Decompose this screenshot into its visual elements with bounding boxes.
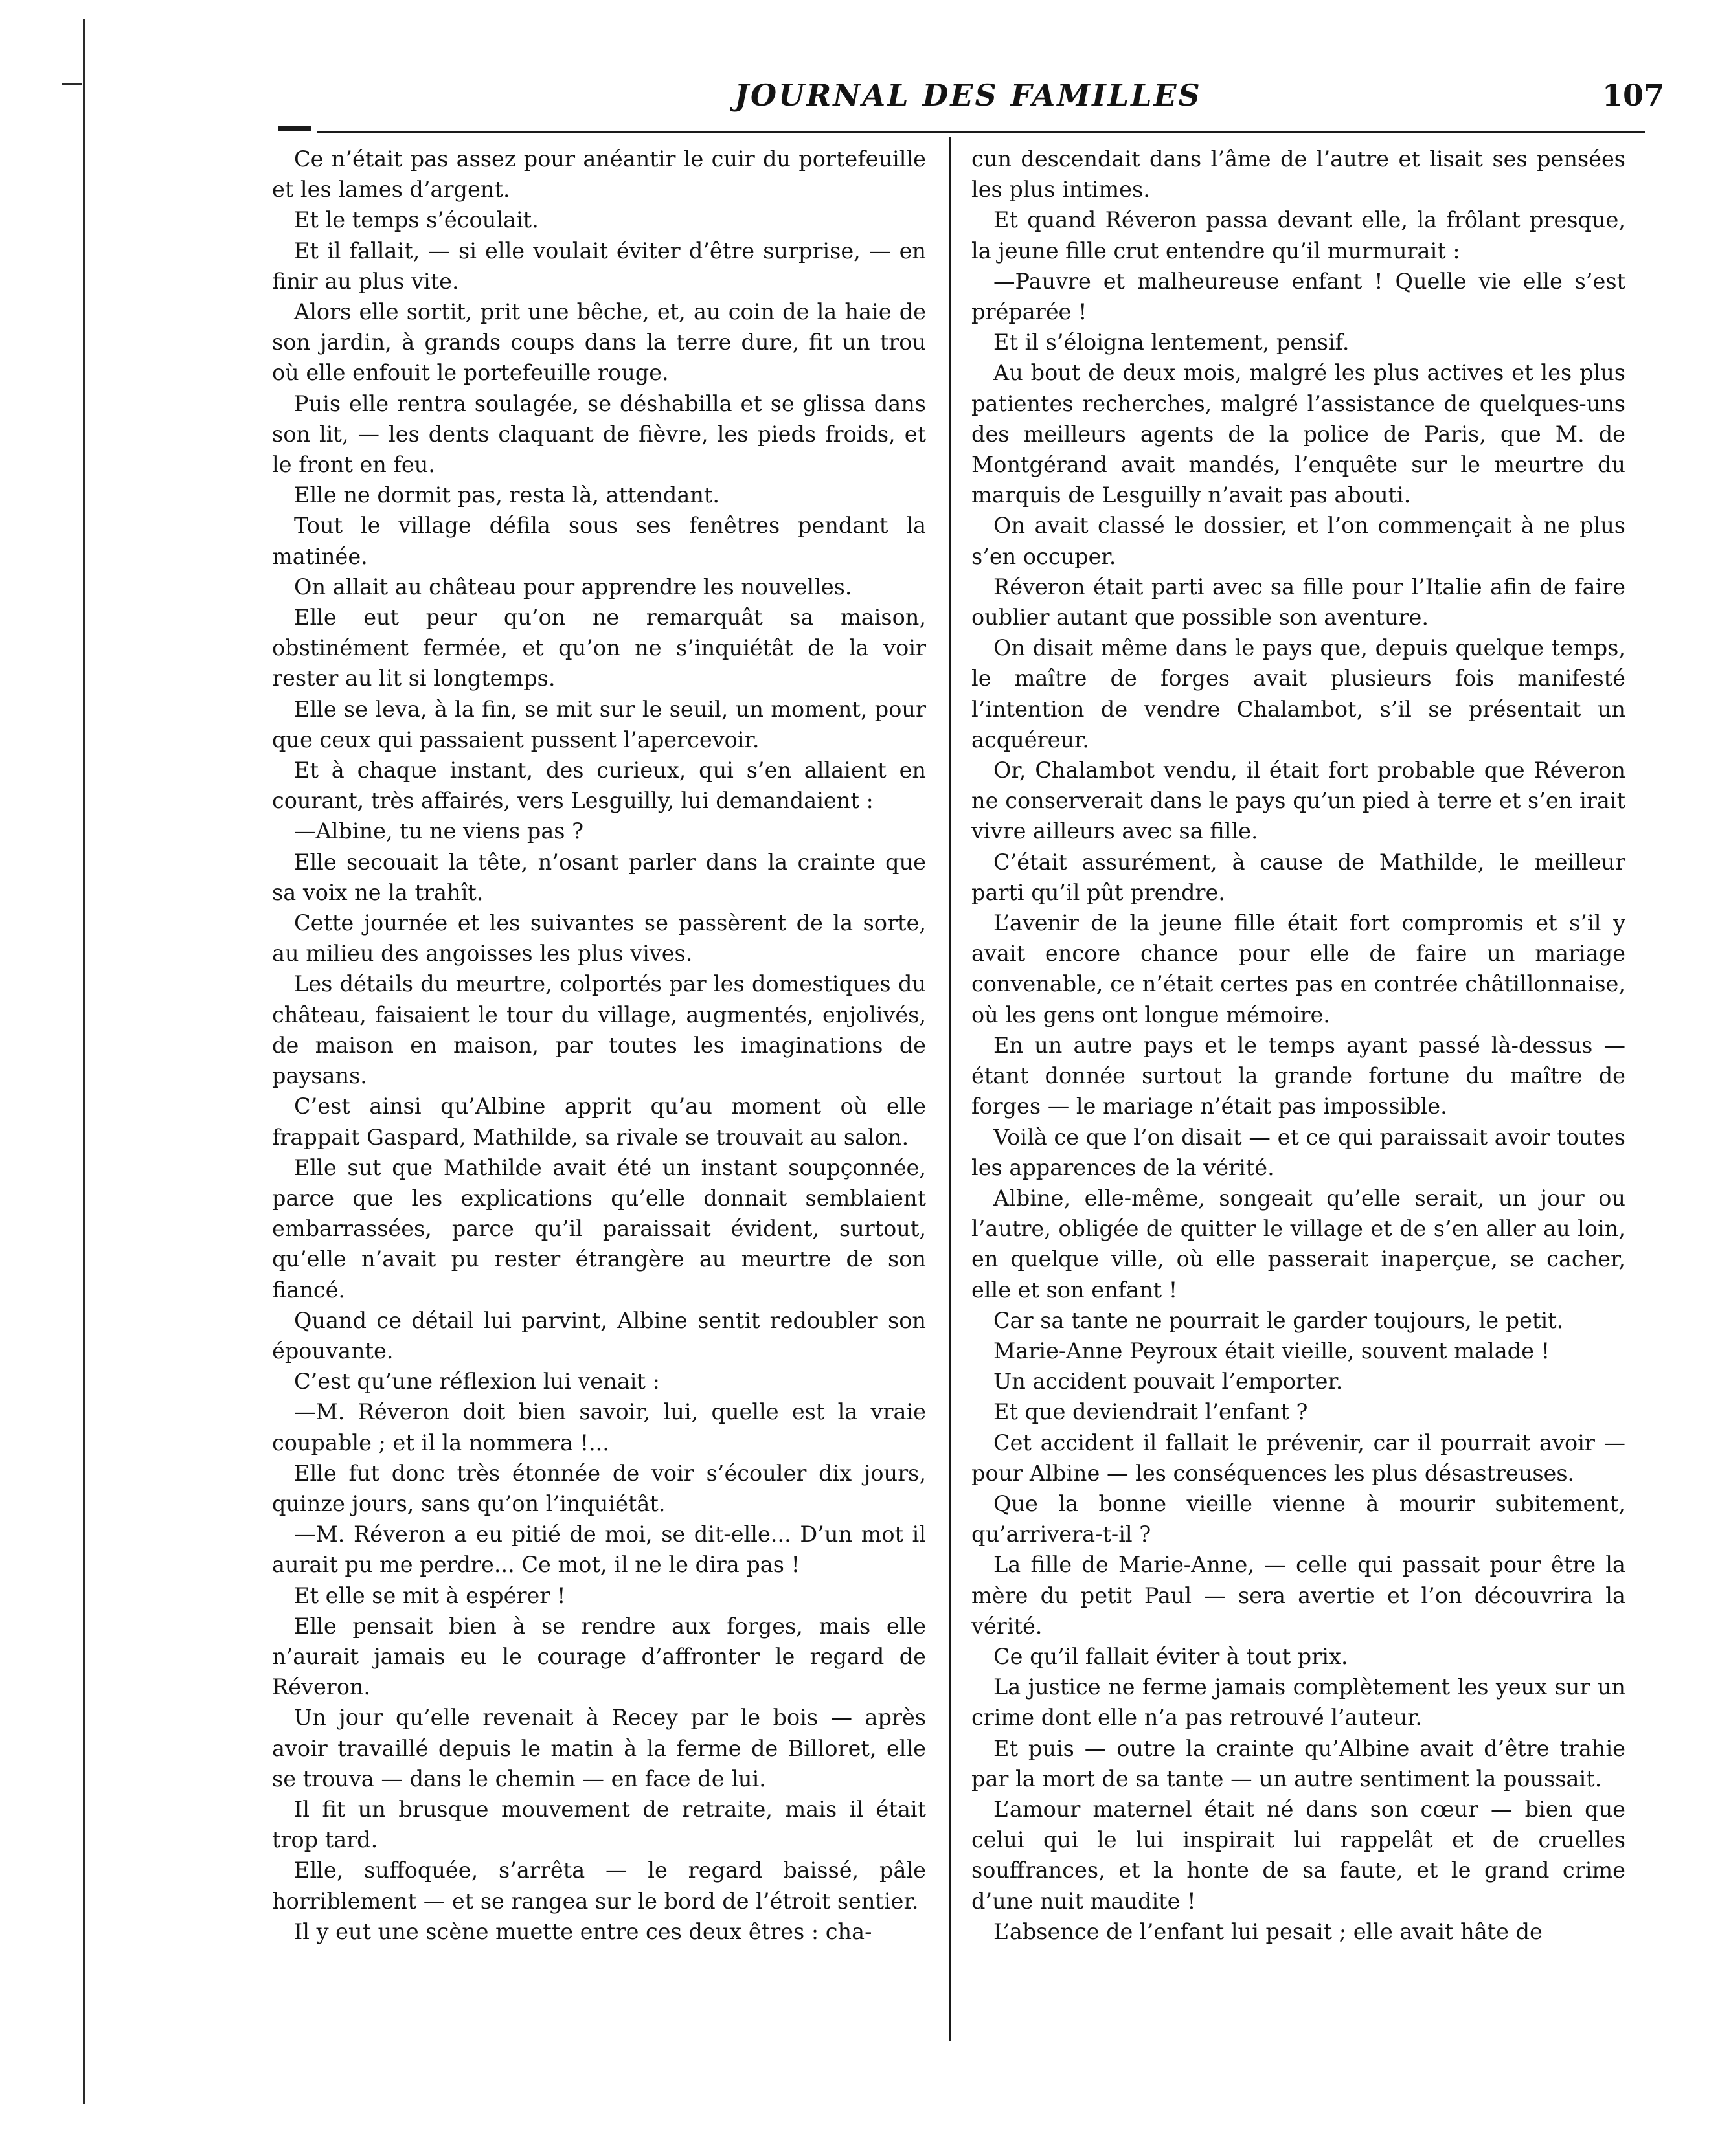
paragraph: On allait au château pour apprendre les nouvelles. (294, 574, 852, 600)
paragraph: —Pauvre et malheureuse enfant ! Quelle vie elle s’est préparée ! (971, 268, 1625, 325)
paragraph: Elle secouait la tête, n’osant parler dans la crainte que sa voix ne la trahît. (272, 849, 926, 905)
paragraph: Ce n’était pas assez pour anéantir le cuir du portefeuille et les lames d’argent. (272, 146, 926, 203)
header-ornament (278, 126, 311, 131)
paragraph: Elle se leva, à la fin, se mit sur le seuil, un moment, pour que ceux qui passaient pussent l’apercevoir. (272, 696, 926, 752)
paragraph: Voilà ce que l’on disait — et ce qui paraissait avoir toutes les apparences de la vérité. (971, 1124, 1625, 1180)
paragraph: —M. Réveron a eu pitié de moi, se dit-elle... D’un mot il aurait pu me perdre... Ce mot, il ne le dira pas ! (272, 1522, 926, 1578)
paragraph: L’avenir de la jeune fille était fort compromis et s’il y avait encore chance pour elle de faire un mariage convenable, ce n’était certes pas en contrée châtillonnaise, où les gens ont longue mémoire. (971, 910, 1625, 1027)
paragraph: Il fit un brusque mouvement de retraite, mais il était trop tard. (272, 1796, 926, 1853)
paragraph: Quand ce détail lui parvint, Albine sentit redoubler son épouvante. (272, 1307, 926, 1364)
paragraph: Et que deviendrait l’enfant ? (993, 1399, 1308, 1425)
paragraph: Elle eut peur qu’on ne remarquât sa maison, obstinément fermée, et qu’on ne s’inquiétât de la voir rester au lit si longtemps. (272, 605, 926, 691)
paragraph: Cette journée et les suivantes se passèrent de la sorte, au milieu des angoisses les plus vives. (272, 910, 926, 967)
journal-title: JOURNAL DES FAMILLES (734, 78, 1202, 113)
paragraph: Elle sut que Mathilde avait été un instant soupçonnée, parce que les explications qu’elle donnait semblaient embarrassées, parce qu’il paraissait évident, surtout, qu’elle n’avait pu rester étrangère au meurtre de son fiancé. (272, 1154, 926, 1303)
paragraph: Car sa tante ne pourrait le garder toujours, le petit. (993, 1307, 1564, 1333)
paragraph: Elle fut donc très étonnée de voir s’écouler dix jours, quinze jours, sans qu’on l’inquiétât. (272, 1460, 926, 1516)
paragraph: En un autre pays et le temps ayant passé là-dessus — étant donnée surtout la grande fortune du maître de forges — le mariage n’était pas impossible. (971, 1032, 1625, 1119)
paragraph: Réveron était parti avec sa fille pour l’Italie afin de faire oublier autant que possible son aventure. (971, 574, 1625, 631)
paragraph: Alors elle sortit, prit une bêche, et, au coin de la haie de son jardin, à grands coups dans la terre dure, fit un trou où elle enfouit le portefeuille rouge. (272, 299, 926, 386)
margin-mark (62, 83, 82, 85)
paragraph: L’amour maternel était né dans son cœur — bien que celui qui le lui inspirait lui rappelât et de cruelles souffrances, et la honte de sa faute, et le grand crime d’une nuit maudite ! (971, 1796, 1625, 1914)
paragraph: La fille de Marie-Anne, — celle qui passait pour être la mère du petit Paul — sera avertie et l’on découvrira la vérité. (971, 1552, 1625, 1639)
paragraph: Marie-Anne Peyroux était vieille, souvent malade ! (993, 1338, 1550, 1364)
paragraph: Albine, elle-même, songeait qu’elle serait, un jour ou l’autre, obligée de quitter le village et de s’en aller au loin, en quelque ville, où elle passerait inaperçue, se cacher, elle et son enfant ! (971, 1185, 1625, 1303)
paragraph: Ce qu’il fallait éviter à tout prix. (993, 1643, 1348, 1669)
paragraph: Et il fallait, — si elle voulait éviter d’être surprise, — en finir au plus vite. (272, 238, 926, 294)
paragraph: Elle ne dormit pas, resta là, attendant. (294, 482, 720, 508)
binding-margin-line (83, 19, 85, 2104)
page-header (272, 78, 1664, 129)
paragraph: Et puis — outre la crainte qu’Albine avait d’être trahie par la mort de sa tante — un autre sentiment la poussait. (971, 1735, 1625, 1791)
paragraph: Elle, suffoquée, s’arrêta — le regard baissé, pâle horriblement — et se rangea sur le bord de l’étroit sentier. (272, 1858, 926, 1914)
paragraph: C’est qu’une réflexion lui venait : (294, 1369, 660, 1395)
paragraph: Et le temps s’écoulait. (294, 207, 539, 233)
page-number: 107 (1601, 78, 1664, 113)
paragraph: On avait classé le dossier, et l’on commençait à ne plus s’en occuper. (971, 513, 1625, 569)
paragraph: Il y eut une scène muette entre ces deux êtres : cha- (294, 1918, 872, 1944)
paragraph: Un jour qu’elle revenait à Recey par le bois — après avoir travaillé depuis le matin à la ferme de Billoret, elle se trouva — dans le chemin — en face de lui. (272, 1705, 926, 1791)
paragraph: Que la bonne vieille vienne à mourir subitement, qu’arrivera-t-il ? (971, 1490, 1625, 1547)
paragraph: Les détails du meurtre, colportés par les domestiques du château, faisaient le tour du village, augmentés, enjolivés, de maison en maison, par toutes les imaginations de paysans. (272, 971, 926, 1089)
paragraph: Tout le village défila sous ses fenêtres pendant la matinée. (272, 513, 926, 569)
paragraph: Et à chaque instant, des curieux, qui s’en allaient en courant, très affairés, vers Lesguilly, lui demandaient : (272, 758, 926, 814)
paragraph: Et elle se mit à espérer ! (294, 1582, 566, 1608)
paragraph: L’absence de l’enfant lui pesait ; elle avait hâte de (993, 1918, 1543, 1944)
paragraph: —Albine, tu ne viens pas ? (294, 818, 584, 844)
left-column (272, 144, 926, 1947)
paragraph: Au bout de deux mois, malgré les plus actives et les plus patientes recherches, malgré l’assistance de quelques-uns des meilleurs agents de la police de Paris, que M. de Montgérand avait mandés, l’enquête sur le meurtre du marquis de Lesguilly n’avait pas abouti. (971, 360, 1625, 508)
paragraph: C’était assurément, à cause de Mathilde, le meilleur parti qu’il pût prendre. (971, 849, 1625, 905)
paragraph: Puis elle rentra soulagée, se déshabilla et se glissa dans son lit, — les dents claquant de fièvre, les pieds froids, et le front en feu. (272, 390, 926, 478)
paragraph: cun descendait dans l’âme de l’autre et lisait ses pensées les plus intimes. (971, 146, 1625, 203)
paragraph: —M. Réveron doit bien savoir, lui, quelle est la vraie coupable ; et il la nommera !... (272, 1399, 926, 1455)
paragraph: On disait même dans le pays que, depuis quelque temps, le maître de forges avait plusieurs fois manifesté l’intention de vendre Chalambot, s’il se présentait un acquéreur. (971, 635, 1625, 752)
right-column (971, 144, 1625, 1947)
paragraph: Un accident pouvait l’emporter. (993, 1369, 1343, 1395)
paragraph: La justice ne ferme jamais complètement les yeux sur un crime dont elle n’a pas retrouvé l’auteur. (971, 1674, 1625, 1731)
paragraph: Or, Chalambot vendu, il était fort probable que Réveron ne conserverait dans le pays qu’un pied à terre et s’en irait vivre ailleurs avec sa fille. (971, 758, 1625, 844)
column-divider (949, 137, 951, 2041)
paragraph: Et quand Réveron passa devant elle, la frôlant presque, la jeune fille crut entendre qu’il murmurait : (971, 207, 1625, 264)
paragraph: C’est ainsi qu’Albine apprit qu’au moment où elle frappait Gaspard, Mathilde, sa rivale se trouvait au salon. (272, 1094, 926, 1150)
paragraph: Elle pensait bien à se rendre aux forges, mais elle n’aurait jamais eu le courage d’affronter le regard de Réveron. (272, 1613, 926, 1700)
header-rule (317, 131, 1645, 133)
paragraph: Et il s’éloigna lentement, pensif. (993, 330, 1350, 355)
paragraph: Cet accident il fallait le prévenir, car il pourrait avoir — pour Albine — les conséquences les plus désastreuses. (971, 1430, 1625, 1486)
